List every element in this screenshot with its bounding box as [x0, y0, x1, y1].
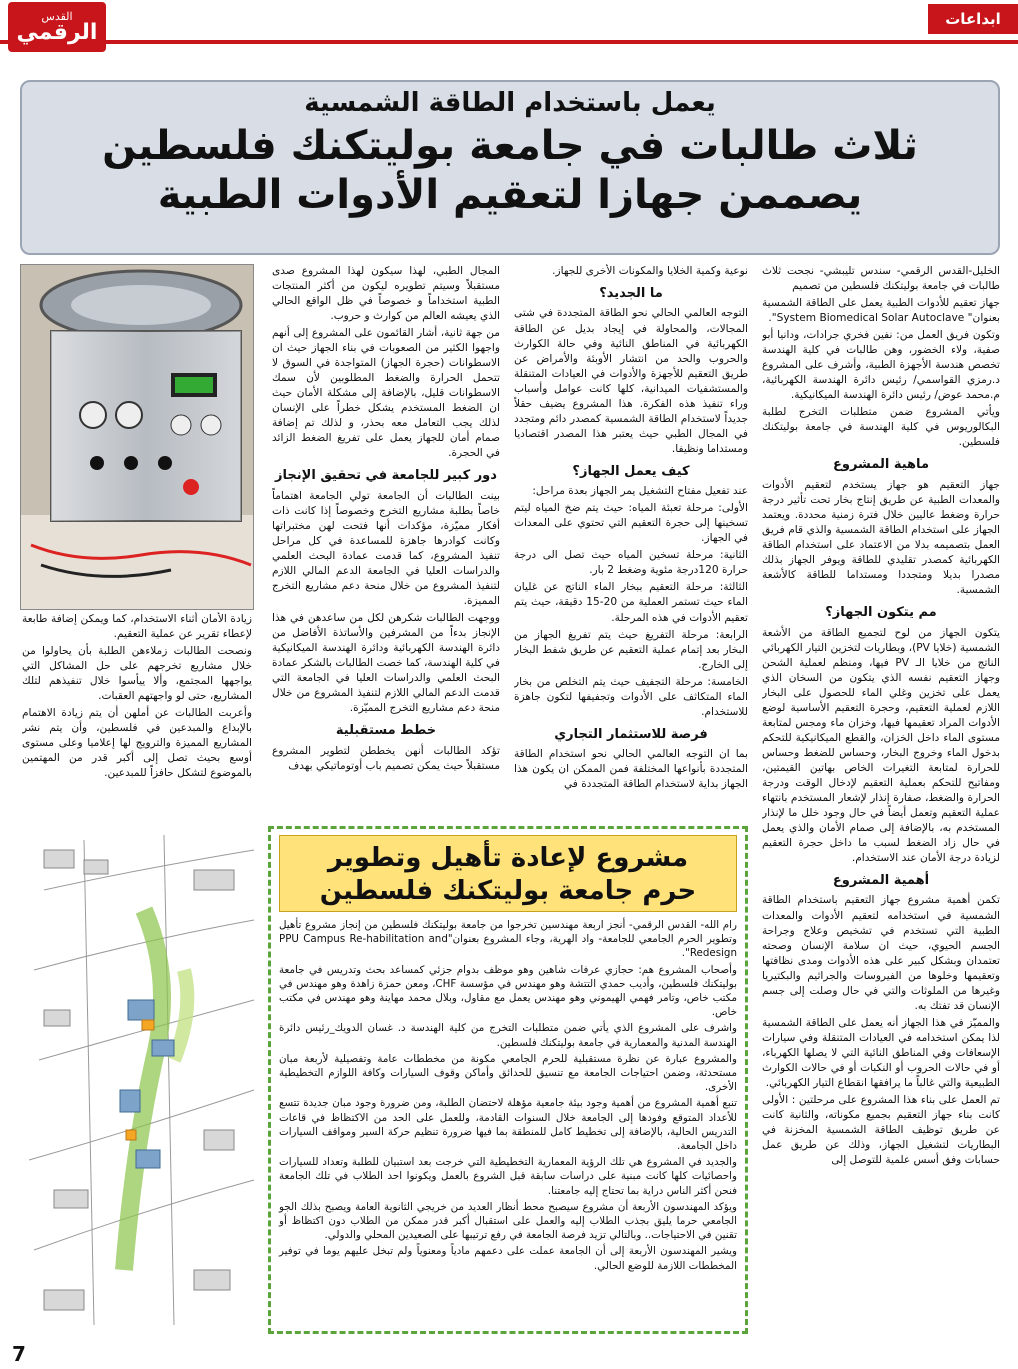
logo-bottom-text: الرقمي — [16, 19, 98, 45]
paragraph: عند تفعيل مفتاح التشغيل يمر الجهاز بعدة مراحل: — [532, 485, 748, 498]
paragraph: وأعربت الطالبات عن أملهن أن يتم زيادة الاهتمام بالإبداع والمبدعين في فلسطين، وأن يتم نشر المشاريع المميزة والترويج لها إعلاميا وعلى مستوى أوسع بحيث تصل إلى أكبر قدر من المهتمين بالموضوع لتشكل حافزاً للمبدعين. — [22, 707, 252, 780]
subheading: فرصة للاستثمار التجاري — [554, 726, 708, 742]
paragraph: الرابعة: مرحلة التفريغ حيث يتم تفريغ الجهاز من البخار بعد إتمام عملية التعقيم عن طريق شفط البخار إلى الخارج. — [514, 628, 748, 671]
paragraph: وتكون فريق العمل من: نفين فخري جرادات، ودانيا أبو صفية، ولاء الخضور، وهن طالبات في كلية الهندسة تخصص هندسة الأجهزة الطبية، وأشرف على المشروع د.رمزي القواسمي/ رئيس دائرة الهندسة الكهربائية، م.محمد عوض/ رئيس دائرة الهندسة الميكانيكية. — [762, 329, 1000, 402]
paragraph: نوعية وكمية الخلايا والمكونات الأخرى للجهاز. — [552, 265, 748, 277]
paragraph: الخامسة: مرحلة التجفيف حيث يتم التخلص من بخار الماء المتكاثف على الأدوات وتجفيفها لتكون جاهزة للاستخدام. — [514, 675, 748, 718]
paragraph: والمميّز في هذا الجهاز أنه يعمل على الطاقة الشمسية لذا يمكن استخدامه في العيادات المتنقلة وفي سيارات الإسعافات وفي المناطق النائية التي لا يصلها الكهرباء، أو في حالات الحروب أو النكبات أو في حالات الكوارث الطبيعية والتي غالباً ما يرافقها انقطاع التيار الكهربائي. — [762, 1016, 1000, 1089]
paragraph: تم العمل على بناء هذا المشروع على مرحلتين : الأولى كانت بناء جهاز التعقيم بجميع مكوناته، والثانية كانت عن طريق توظيف الطاقة الشمسية المخزنة في البطاريات لتشغيل الجهاز، وذلك عن طريق عمل حسابات وفق أسس علمية للتوصل إلى — [762, 1093, 1000, 1167]
paragraph: الخليل-القدس الرقمي- سندس تليبشي- نجحت ثلاث طالبات في جامعة بوليتكنك فلسطين من تصميم — [762, 265, 1000, 293]
page-number: 7 — [12, 1342, 26, 1366]
paragraph: جهاز تعقيم للأدوات الطبية يعمل على الطاقة الشمسية بعنوان" System Biomedical Solar Autoclave". — [762, 297, 1000, 325]
paragraph: بينت الطالبات أن الجامعة تولي الجامعة اهتماماً خاصاً بطلبة مشاريع التخرج وخصوصاً إذا كانت ذات أفكار مميّزة، مؤكدات أنها فتحت لهن مختبراتها وكانت كوادرها جاهزة للمساعدة في كل مراحل تنفيذ المشروع، كما قدمت عمادة البحث العلمي والدراسات العليا في الجامعة الدعم المالي اللازم لتنفيذ المشروع من خلال منحة دعم مشاريع التخرج المميزة. — [272, 489, 500, 608]
device-photo — [20, 264, 254, 610]
paragraph: وأصحاب المشروع هم: حجازي عرفات شاهين وهو موظف بدوام جزئي كمساعد بحث وتدريس في جامعة بوليتكنك فلسطين، وأديب حمدي التتشة وهو مهندس في مؤسسة CHF، ومعن حمزة زاهدة وهو مهندس في مكتب خاص، وتامر فهمي الهيموني وهو مهندس يعمل مع مقاول، وبلال محمد مهاينة وهو مهندس في مكتب خاص. — [279, 963, 737, 1019]
paragraph: ووجهت الطالبات شكرهن لكل من ساعدهن في هذا الإنجاز بدءاً من المشرفين والأساتذة الأفاضل من دائرة الهندسة الكهربائية ودائرة الهندسة الميكانيكية في كلية الهندسة، كما خصت الطالبات بالشكر عمادة البحث العلمي والدراسات العليا في الجامعة التي قدمت الدعم المالي اللازم لتنفيذ المشروع من خلال منحة دعم مشاريع التخرج المميّزة. — [272, 612, 500, 715]
paragraph: تؤكد الطالبات أنهن يخططن لتطوير المشروع مستقبلاً حيث يمكن تصميم باب أوتوماتيكي بهدف — [272, 744, 500, 772]
section-label: ابداعات — [928, 4, 1018, 34]
logo-top-text: القدس — [41, 9, 73, 23]
paragraph: جهاز التعقيم هو جهاز يستخدم لتعقيم الأدوات والمعدات الطبية عن طريق إنتاج بخار تحت تأثير درجة حرارة وضغط عاليين خلال فترة زمنية محددة. ويعتمد الجهاز على استخدام الطاقة الشمسية والذي قام فريق العمل بتصميمه بدلا من الاعتماد على استخدام الطاقة الكهربائية كمصدر تقليدي للطاقة ويوفر الجهاز بذلك مصدرا بديلا ومتجددا ومستداما للطاقة كالأشعة الشمسية. — [762, 478, 1000, 597]
project-title-line-1: مشروع لإعادة تأهيل وتطوير — [327, 843, 689, 873]
subheading: ما الجديد؟ — [599, 286, 663, 302]
paragraph: الثالثة: مرحلة التعقيم ببخار الماء الناتج عن غليان الماء حيث تستمر العملية من 20-15 دقيقة، حيث يتم تعقيم الأدوات في هذه المرحلة. — [514, 581, 748, 624]
headline-line-2: يصممن جهازا لتعقيم الأدوات الطبية — [157, 171, 863, 218]
project-title-line-2: حرم جامعة بوليتكنك فلسطين — [319, 875, 697, 906]
subheading: مم يتكون الجهاز؟ — [825, 605, 937, 621]
article-column-2 — [514, 264, 748, 820]
paragraph: والجديد في المشروع هي تلك الرؤية المعمارية التخطيطية التي خرجت بعد استبيان للطلبة وتعداد للسيارات واحصائيات كلها كانت مبنية على دراسات سابقة قبل الشروع بالعمل ويكونوا احد الطلاب في تلك الجامعة فنحن أكثر الناس دراية بما تحتاج إليه جامعتنا. — [279, 1156, 737, 1197]
subheading: ماهية المشروع — [833, 457, 929, 473]
paragraph: ويؤكد المهندسون الأربعة أن مشروع سيصبح محط أنظار العديد من خريجي الثانوية العامة ويصبح بذلك الجو الجامعي حرما يليق بجذب الطلاب إليه والعمل على استقبال أكبر قدر ممكن من الطلاب دون اكتظاظ أو تقنين في الاحتياجات.. وبالتالي تزيد فرصة الجامعة في رفع ترتيبها على الصعيدين المحلي والدولي. — [279, 1200, 737, 1242]
autoclave-illustration — [21, 265, 253, 609]
paragraph: تكمن أهمية مشروع جهاز التعقيم باستخدام الطاقة الشمسية في استخدامه لتعقيم الأدوات والمعدات الطبية التي تستخدم في تشخيص وعلاج وجراحة الجسم الحيوي، حيث ان سلامة الإنسان وصحته تعتمدان وبشكل كبير على هذه الأدوات ومدى نظافتها وتعقيمها وخلوها من الفيروسات والجراثيم والبكتيريا وغيرها من الملوثات والتي في حال وصلت إلى جسم الإنسان قد تفتك به. — [762, 894, 1000, 1012]
article-column-4 — [22, 612, 252, 822]
paragraph: ونصحت الطالبات زملاءهن الطلبة بأن يحاولوا من خلال مشاريع تخرجهم على حل المشاكل التي يواجهها المجتمع، وألا ييأسوا خلال تنفيذهم لتلك المشاريع، حتى لو واجهتهم العقبات. — [22, 645, 252, 703]
subheading: دور كبير للجامعة في تحقيق الإنجاز — [275, 468, 497, 484]
paragraph: رام الله- القدس الرقمي- أنجز اربعة مهندسين تخرجوا من جامعة بوليتكنك فلسطين من إنجاز مشروع تأهيل وتطوير الحرم الجامعي للجامعة- واد الهرية، وجاء المشروع بعنوان"PPU Campus Re-habilitation and Redesign". — [279, 919, 737, 960]
campus-plan-drawing — [24, 830, 262, 1335]
article-column-3 — [272, 264, 500, 820]
article-column-1 — [762, 264, 1000, 1340]
article-kicker: يعمل باستخدام الطاقة الشمسية — [304, 88, 716, 118]
campus-map-image — [24, 830, 262, 1335]
paragraph: واشرف على المشروع الذي يأتي ضمن متطلبات التخرج من كلية الهندسة د. غسان الدويك_رئيس دائرة الهندسة المدنية والمعمارية في جامعة بوليتكنك فلسطين. — [279, 1022, 737, 1049]
article-title-box — [20, 80, 1000, 255]
article-headline — [22, 122, 998, 220]
project-title-box — [279, 835, 737, 912]
paragraph: والمشروع عبارة عن نظرة مستقبلية للحرم الجامعي مكونة من مخططات عامة وتفصيلية لأربعة مبان مستحدثة، وضمن احتياجات الجامعة مع تنسيق للحدائق وأماكن وقوف السيارات وكافة اللوازم التخطيطية الأخرى. — [279, 1052, 737, 1094]
project-sidebar-box — [268, 826, 748, 1334]
paragraph: التوجه العالمي الحالي نحو الطاقة المتجددة في شتى المجالات، والمحاولة في إيجاد بديل عن الطاقة الكهربائية في المناطق النائية وفي حالة الكوارث والحروب والحد من انتشار الأوبئة والأمراض عن طريق التعقيم للأجهزة والأدوات في العيادات المتنقلة والمستشفيات الميدانية، كلها كانت عوامل وأسباب وراء تنفيذ هذه الفكرة. هذا المشروع يضيف حقلاً جديداً لاستخدام الطاقة الشمسية كمصدر دائم ومتجدد في المجال الطبي حيث يعتبر هذا المصدر اقتصاديا ومستداما ونظيفا. — [514, 307, 748, 455]
headline-line-1: ثلاث طالبات في جامعة بوليتكنك فلسطين — [102, 123, 918, 169]
paragraph: بما ان التوجه العالمي الحالي نحو استخدام الطاقة المتجددة بأنواعها المختلفة فمن الممكن ان يكون هذا الجهاز بداية لاستخدام الطاقة المتجددة في — [514, 748, 748, 791]
subheading: خطط مستقبلية — [335, 723, 437, 739]
paragraph: تنبع أهمية المشروع من أهمية وجود بيئة جامعية مؤهلة لاحتضان الطلبة، ومن ضرورة وجود مبان جديدة تتسع للأعداد المتوقع وفودها إلى الجامعة خلال السنوات القادمة، وللعمل على الحد من الاكتظاظ في قاعات التدريس الحالية، بالإضافة إلى تخطيط كامل للمنطقة بما فيها ضرورة تنظيم حركة السير ومواقف السيارات داخل الجامعة. — [279, 1097, 737, 1153]
paragraph: ويشير المهندسون الأربعة إلى أن الجامعة عملت على دعمهم مادياً ومعنوياً ولم تبخل عليهم يوما في توفير المخططات اللازمة للوضع الحالي. — [279, 1245, 737, 1272]
paragraph: من جهة ثانية، أشار القائمون على المشروع إلى أنهم واجهوا الكثير من الصعوبات في بناء الجهاز حيث ان الاسطوانات (حجرة الجهاز) المتواجدة في السوق لا تتحمل الحرارة والضغط المطلوبين لأن سمك الاسطوانات قليل، بالإضافة إلى مشكلة الأمان حيث ان الضغط المستخدم يشكل خطراً على الإنسان لذلك يجب التعامل معه بحذر، و لذلك تم إضافة صمام أمان للجهاز يعمل على تفريغ الضغط الزائد في الحجرة. — [272, 327, 500, 460]
project-body — [275, 914, 741, 1318]
paragraph: زيادة الأمان أثناء الاستخدام، كما ويمكن إضافة طابعة لإعطاء تقرير عن عملية التعقيم. — [22, 613, 252, 641]
subheading: كيف يعمل الجهاز؟ — [572, 463, 690, 479]
paragraph: المجال الطبي، لهذا سيكون لهذا المشروع صدى مستقبلاً وسيتم تطويره ليكون من أكثر المنتجات الطبية استخداماً و خصوصاً في ظل الواقع الحالي الذي يعيشه العالم من كوارث و حروب. — [272, 265, 500, 323]
paragraph: الثانية: مرحلة تسخين المياه حيث تصل الى درجة حرارة 120درجة مئوية وضغط 2 بار. — [514, 549, 748, 577]
paragraph: ويأتي المشروع ضمن متطلبات التخرج لطلبة البكالوريوس في كلية الهندسة في جامعة بوليتكنك فلسطين. — [762, 406, 1000, 449]
top-bar — [0, 0, 1018, 44]
subheading: أهمية المشروع — [832, 873, 930, 889]
paragraph: الأولى: مرحلة تعبئة المياه: حيث يتم ضخ المياه ليتم تسخينها إلى حجرة التعقيم التي تحتوي على المعدات في الجهاز. — [514, 502, 748, 545]
logo — [8, 2, 106, 52]
paragraph: يتكون الجهاز من لوح لتجميع الطاقة من الأشعة الشمسية (خلايا PV)، وبطاريات لتخزين التيار الكهربائي الناتج من خلايا الـ PV فيها، ومنظم لعملية الشحن وجهاز التعقيم نفسه الذي يتكون من السخان الذي يعمل على تخزين وغلي الماء للحصول على البخار اللازم لعملية التعقيم، وحجرة التعقيم الأساسية لوضع الأدوات المراد تعقيمها فيها، وخزان ماء ومجس لمتابعة مستوى الماء داخل الخزان، والقطع الميكانيكية للتحكم بدخول الماء وخروج البخار، وحساس للضغط وحساس للحرارة لمتابعة التغيرات الخاص بهاتين القيمتين، ومفاتيح للتحكم بعملية التعقيم لإدخال الوقت ودرجة الحرارة والضغط، صفارة إنذار لإشعار المستخدم بانتهاء عملية التعقيم وتعمل أيضاً في حال وجود خلل ما لإنذار المستخدم به، بالإضافة إلى صمام الأمان والذي يعمل في حال زاد الضغط لسبب ما داخل حجرة التعقيم لزيادة درجة الأمان عند الاستخدام. — [762, 626, 1000, 864]
